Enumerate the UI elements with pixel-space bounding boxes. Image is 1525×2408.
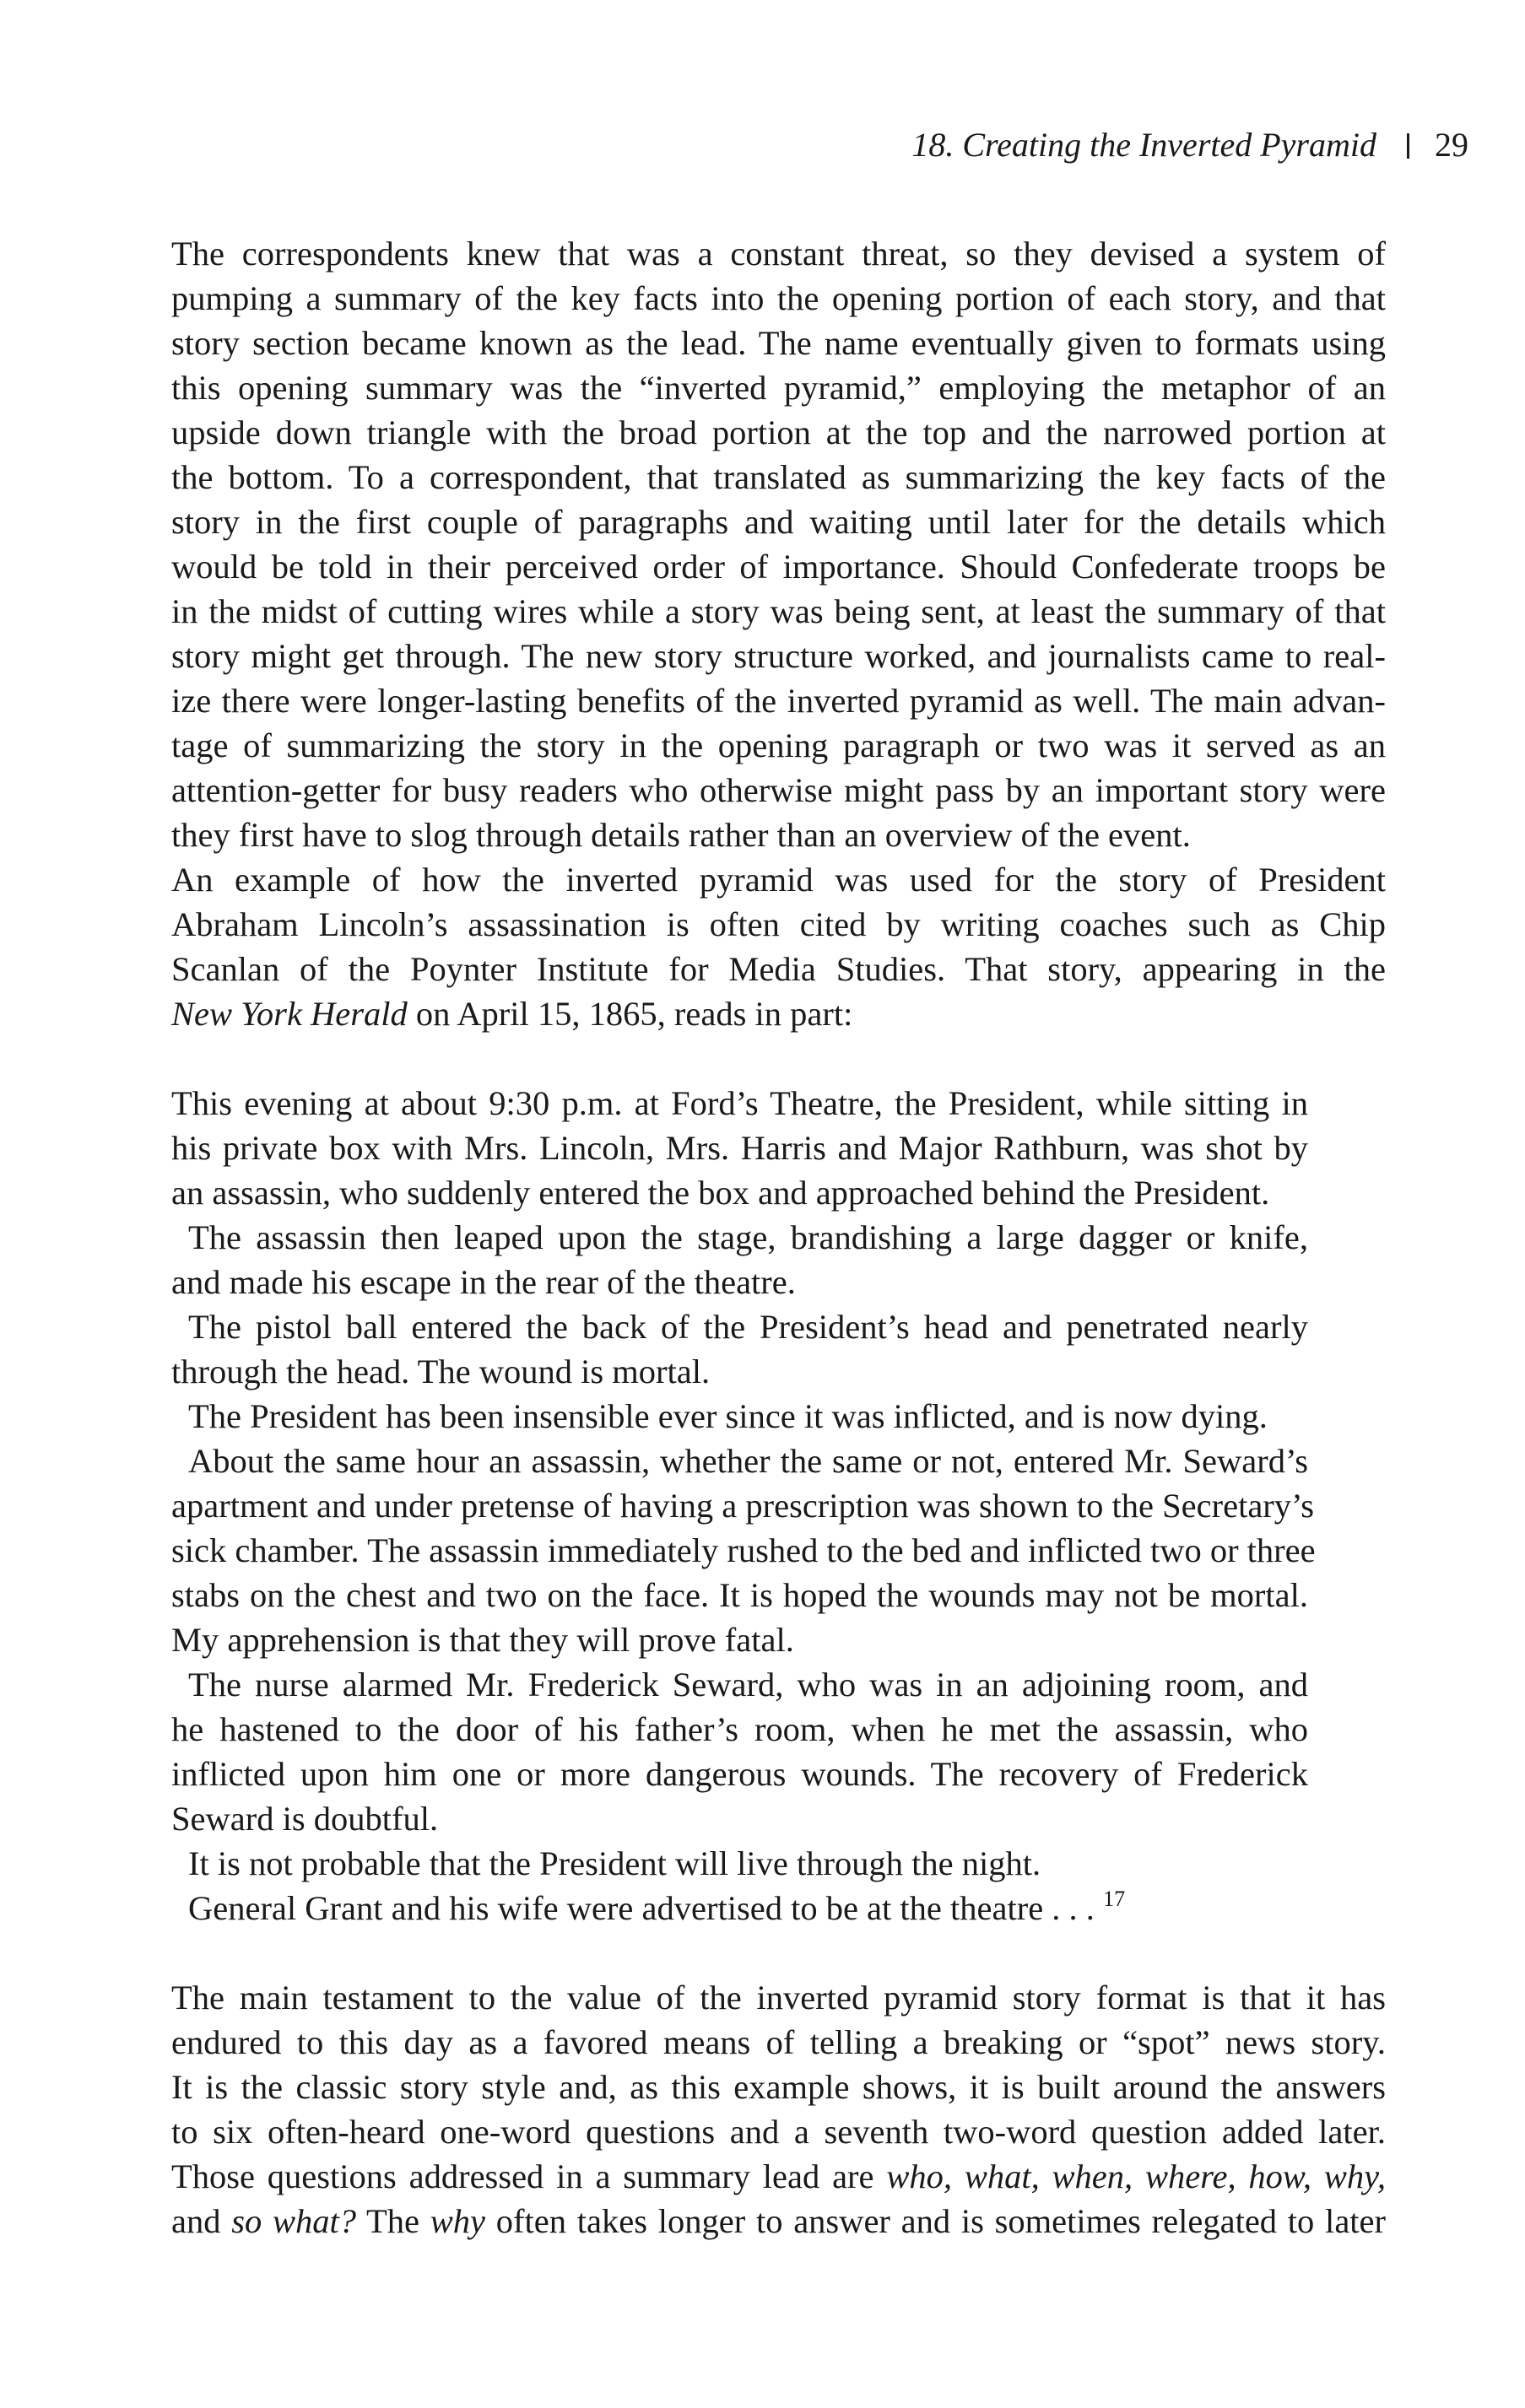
quote-paragraph	[171, 1215, 1308, 1304]
text-line: upside down triangle with the broad portion at the top and the narrowed portion at	[171, 413, 1386, 451]
quote-paragraph	[171, 1886, 1308, 1930]
text-line: Scanlan of the Poynter Institute for Media Studies. That story, appearing in the	[171, 950, 1386, 988]
text-line: The nurse alarmed Mr. Frederick Seward, who was in an adjoining room, and	[188, 1666, 1308, 1703]
text-line: apartment and under pretense of having a prescription was shown to the Secretary’s	[171, 1487, 1315, 1525]
text-line: It is the classic story style and, as this example shows, it is built around the answers	[171, 2068, 1386, 2106]
quote-paragraph	[171, 1081, 1308, 1215]
text-line: stabs on the chest and two on the face. It is hoped the wounds may not be mortal.	[171, 1576, 1308, 1614]
quote-paragraph	[171, 1662, 1308, 1841]
footnote-marker[interactable]: 17	[1103, 1887, 1126, 1911]
text-line: endured to this day as a favored means of telling a breaking or “spot” news story.	[171, 2023, 1386, 2061]
text-line: sick chamber. The assassin immediately rushed to the bed and inflicted two or three	[171, 1531, 1316, 1569]
quote-paragraph	[171, 1841, 1308, 1886]
text-line: the bottom. To a correspondent, that translated as summarizing the key facts of the	[171, 458, 1386, 496]
block-quote	[171, 1081, 1316, 1930]
text-line: and so what? The why often takes longer to answer and is sometimes relegated to later	[171, 2202, 1387, 2240]
text-line: he hastened to the door of his father’s room, when he met the assassin, who	[171, 1710, 1308, 1748]
text-line: An example of how the inverted pyramid was used for the story of President	[171, 861, 1386, 899]
text-line: pumping a summary of the key facts into the opening portion of each story, and that	[171, 279, 1386, 317]
text-line: would be told in their perceived order of importance. Should Confederate troops be	[171, 548, 1386, 586]
text-line: The main testament to the value of the inverted pyramid story format is that it has	[171, 1979, 1386, 2017]
text-line: this opening summary was the “inverted pyramid,” employing the metaphor of an	[171, 369, 1386, 407]
header-separator	[1407, 133, 1409, 159]
text-line: story might get through. The new story structure worked, and journalists came to real-	[171, 637, 1386, 675]
quote-paragraph	[171, 1304, 1308, 1394]
running-head	[911, 125, 1468, 165]
text-line: and made his escape in the rear of the theatre.	[171, 1263, 796, 1301]
chapter-title: 18. Creating the Inverted Pyramid	[911, 126, 1376, 164]
text-line: story in the first couple of paragraphs and waiting until later for the details which	[171, 503, 1386, 541]
text-line: The assassin then leaped upon the stage, brandishing a large dagger or knife,	[188, 1218, 1308, 1256]
paragraph-2	[171, 857, 1386, 1036]
text-line: attention-getter for busy readers who otherwise might pass by an important story were	[171, 771, 1386, 809]
text-line: My apprehension is that they will prove fatal.	[171, 1621, 794, 1659]
text-line: Seward is doubtful.	[171, 1800, 439, 1838]
text-line: Abraham Lincoln’s assassination is often cited by writing coaches such as Chip	[171, 905, 1386, 943]
text-line: through the head. The wound is mortal.	[171, 1352, 711, 1390]
text-line: About the same hour an assassin, whether the same or not, entered Mr. Seward’s	[188, 1442, 1308, 1480]
text-line: The pistol ball entered the back of the President’s head and penetrated nearly	[188, 1308, 1308, 1346]
text-line: an assassin, who suddenly entered the box and approached behind the President.	[171, 1174, 1270, 1212]
page-number: 29	[1435, 126, 1468, 164]
text-line: in the midst of cutting wires while a story was being sent, at least the summary of that	[171, 592, 1386, 630]
quote-paragraph	[171, 1439, 1316, 1662]
text-line: story section became known as the lead. The name eventually given to formats using	[171, 324, 1386, 362]
paragraph-1	[171, 231, 1386, 857]
newspaper-title: New York Herald	[171, 995, 408, 1033]
text-line: New York Herald on April 15, 1865, reads in part:	[171, 995, 853, 1033]
text-line: they first have to slog through details rather than an overview of the event.	[171, 816, 1191, 854]
page-body	[171, 231, 1386, 2243]
text-line: inflicted upon him one or more dangerous wounds. The recovery of Frederick	[171, 1755, 1308, 1793]
text-line: It is not probable that the President will live through the night.	[188, 1844, 1041, 1882]
text-line: to six often-heard one-word questions and a seventh two-word question added later.	[171, 2113, 1386, 2151]
quote-paragraph	[171, 1394, 1308, 1439]
text-line: tage of summarizing the story in the opening paragraph or two was it served as an	[171, 726, 1386, 764]
text-line: The President has been insensible ever since it was inflicted, and is now dying.	[188, 1397, 1268, 1435]
text-line: Those questions addressed in a summary lead are who, what, when, where, how, why,	[171, 2157, 1387, 2195]
text-line: The correspondents knew that was a constant threat, so they devised a system of	[171, 235, 1386, 273]
paragraph-3	[171, 1975, 1386, 2243]
text-line: This evening at about 9:30 p.m. at Ford’s Theatre, the President, while sitting in	[171, 1084, 1308, 1122]
text-line: his private box with Mrs. Lincoln, Mrs. Harris and Major Rathburn, was shot by	[171, 1129, 1308, 1167]
text-line: General Grant and his wife were advertised to be at the theatre . . . $^{17}$	[188, 1887, 1126, 1927]
text-line: ize there were longer-lasting benefits of the inverted pyramid as well. The main advan-	[171, 682, 1386, 720]
